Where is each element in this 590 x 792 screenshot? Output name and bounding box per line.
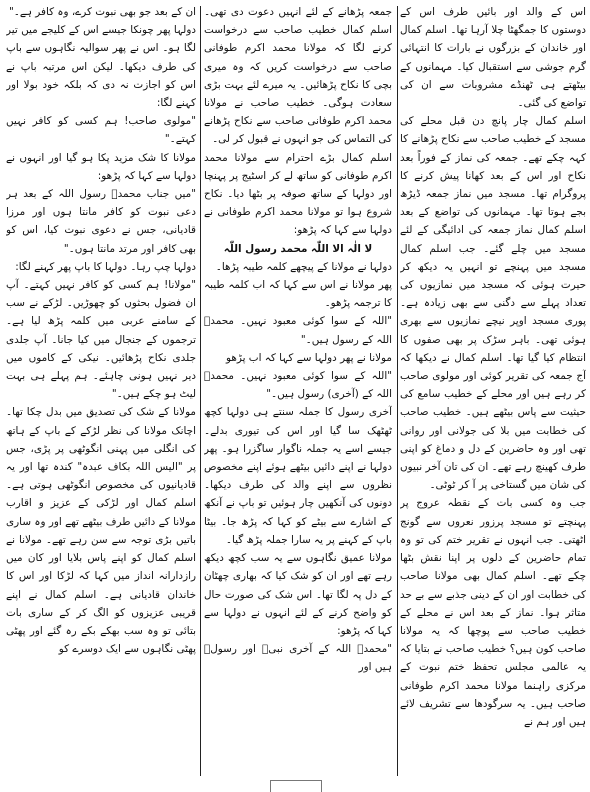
- paragraph: اس کے والد اور بائیں طرف اس کے دوستوں کا جمگھٹا چلا آرہا تھا۔ اسلم کمال اور خاندان کے بزرگوں نے بارات کا انتہائی گرم جوشی سے استقبال کیا۔ مہمانوں کے بیٹھتے ہی ٹھنڈے مشروبات سے ان کی تواضع کی گئی۔: [400, 6, 586, 110]
- quote: "اللہ کے سوا کوئی معبود نہیں۔ محمدؐ اللہ کے (آخری) رسول ہیں۔": [204, 370, 392, 401]
- column-divider: [397, 6, 398, 776]
- text-column-left: [6, 3, 196, 783]
- quote: "اللہ کے سوا کوئی معبود نہیں۔ محمدؐ اللہ کے رسول ہیں۔": [204, 315, 392, 346]
- paragraph: اسلم کمال چار پانچ دن قبل محلے کی مسجد کے خطیب صاحب سے نکاح پڑھانے کا کہہ چکے تھے۔ جمعہ کی نماز کے فوراً بعد نکاح اور اس کے بعد کھانا پیش کرنے کا پروگرام تھا۔ مسجد میں نماز جمعہ ڈیڑھ بجے ہوتا تھا۔ مہمانوں کی تواضع کے بعد اسلم کمال نماز جمعہ کی ادائیگی کے لئے مسجد میں چلے گئے۔ جب اسلم کمال مسجد میں پہنچے تو انہیں یہ دیکھ کر حیرت ہوئی کہ مسجد میں نمازیوں کی تعداد پہلے سے دگنی سے بھی زیادہ ہے۔ پوری مسجد اوپر نیچے نمازیوں سے بھری ہوئی تھی۔ باہر سڑک پر بھی صفوں کا انتظام کیا گیا تھا۔ اسلم کمال نے دیکھا کہ آج جمعہ کی تقریر کوئی اور مولوی صاحب کر رہے ہیں اور محلے کے خطیب سامع کی حیثیت سے پاس بیٹھے ہیں۔ خطیب صاحب کی خطابت میں بلا کی جولانی اور روانی تھی اور وہ حاضرین کے دل و دماغ کو اپنی طرف کھینچ رہے تھے۔ ان کی تان آخر نبیوں کی شان میں گستاخی پر آ کر ٹوٹی۔: [400, 115, 586, 492]
- kalima-line: لا الٰہ الا اللّٰہ محمد رسول اللّٰہ: [223, 242, 373, 255]
- text-column-right: [400, 3, 586, 783]
- quote: "مولوی صاحب! ہم کسی کو کافر نہیں کہتے۔": [6, 115, 196, 146]
- text-column-middle: [204, 3, 392, 783]
- paragraph: مولانا کا شک مزید پکا ہو گیا اور انہوں نے دولہا سے کہا کہ پڑھو:: [6, 151, 196, 182]
- paragraph: دولہا چپ رہا۔ دولہا کا باپ پھر کہنے لگا:: [15, 260, 196, 273]
- paragraph: مولانا کے شک کی تصدیق میں بدل چکا تھا۔ اچانک مولانا کی نظر لڑکے کے باپ کے ہاتھ کی انگلی میں پہنی انگوٹھی پر پڑی، جس پر "الیس اللہ بکاف عبدہ" کندہ تھا اور یہ قادیانیوں کی مخصوص انگوٹھی ہوتی ہے۔ اسلم کمال اور لڑکی کے عزیز و اقارب مولانا کے دائیں طرف بیٹھے تھے اور وہ ساری باتیں بڑی توجہ سے سن رہے تھے۔ مولانا نے اسلم کمال کو اپنے پاس بلایا اور کان میں رازدارانہ انداز میں کہا کہ لڑکا اور اس کا خاندان قادیانی ہے۔ اسلم کمال نے اپنے قریبی عزیزوں کو الگ کر کے ساری بات بتائی تو وہ سب بھکے بکے رہ گئے اور پھٹی پھٹی نگاہوں سے ایک دوسرے کو: [6, 406, 196, 656]
- paragraph: اسلم کمال بڑے احترام سے مولانا محمد اکرم طوفانی کو ساتھ لے کر اسٹیج پر پہنچا اور دولہا کے ساتھ صوفہ پر بٹھا دیا۔ نکاح شروع ہوا تو مولانا محمد اکرم طوفانی نے دولہا سے کہا کہ پڑھو:: [204, 151, 392, 237]
- quote: "میں جناب محمدؐ رسول اللہ کے بعد ہر دعی نبوت کو کافر مانتا ہوں اور مرزا قادیانی، جس نے دعوی نبوت کیا، اس کو بھی کافر اور مرتد مانتا ہوں۔": [6, 188, 196, 255]
- paragraph: آخری رسول کا جملہ سنتے ہی دولہا کچھ ٹھٹھک سا گیا اور اس کی تیوری بدلے۔ جیسے اسے یہ جملہ ناگوار ساگزرا ہو۔ پھر دولہا نے اپنے دائیں بیٹھے ہوئے اپنے مخصوص نظروں سے اپنے والد کی طرف دیکھا۔ دونوں کی آنکھیں چار ہوئیں تو باپ نے آنکھ کے اشارے سے بیٹے کو کہا کہ پڑھ جا۔ بیٹا باپ کے کہنے پر یہ سارا جملہ پڑھ گیا۔: [204, 406, 392, 546]
- column-divider: [200, 6, 201, 776]
- quote: ان کے بعد جو بھی نبوت کرے، وہ کافر ہے۔": [8, 6, 196, 18]
- paragraph: پھر مولانا نے اس سے کہا کہ اب کلمہ طیبہ کا ترجمہ پڑھو۔: [204, 279, 392, 310]
- paragraph: دولہا پھر چونکا جیسے اس کے کلیجے میں تیر لگا ہو۔ اس نے پھر سوالیہ نگاہوں سے باپ کی طرف دیکھا۔ لیکن اس مرتبہ باپ نے اس کو اجازت نہ دی کہ بلکہ خود بولا اور کہنے لگا:: [6, 24, 196, 110]
- paragraph: جب وہ کسی بات کے نقطہ عروج پر پہنچتے تو مسجد پرزور نعروں سے گونج اٹھتی۔ جب انہوں نے تقریر ختم کی تو وہ تمام حاضرین کے دلوں پر اپنا نقش بٹھا چکے تھے۔ اسلم کمال بھی مولانا صاحب کی خطابت اور ان کے دینی جذبے سے بے حد متاثر ہوا۔ نماز کے بعد اس نے محلے کے خطیب صاحب سے پوچھا کہ یہ مولانا صاحب کون ہیں؟ خطیب صاحب نے بتایا کہ یہ عالمی مجلس تحفظ ختم نبوت کے مرکزی راہنما مولانا محمد اکرم طوفانی صاحب ہیں۔ یہ سرگودھا سے تشریف لائے ہیں اور ہم نے: [400, 497, 586, 728]
- paragraph: مولانا نے پھر دولہا سے کہا کہ اب پڑھو: [226, 351, 392, 364]
- quote: "محمدؐ اللہ کے آخری نبیؐ اور رسولؐ ہیں اور: [204, 643, 392, 674]
- paragraph: جمعہ پڑھانے کے لئے انہیں دعوت دی تھی۔ اسلم کمال خطیب صاحب سے درخواست کرنے لگا کہ مولانا محمد اکرم طوفانی صاحب سے درخواست کریں کہ وہ میری بچی کا نکاح پڑھائیں۔ یہ میرے لئے بہت بڑی سعادت ہوگی۔ خطیب صاحب نے مولانا محمد اکرم طوفانی صاحب سے نکاح پڑھانے کی التماس کی جو انہوں نے قبول کر لی۔: [204, 6, 392, 146]
- page-number-box: [270, 780, 322, 792]
- paragraph: مولانا عمیق نگاہوں سے یہ سب کچھ دیکھ رہے تھے اور ان کو شک کیا کہ بھاری چھٹان کے دل پہ لگا تھا۔ اس شک کی صورت حال کو واضح کرنے کے لئے انہوں نے دولہا سے کہا کہ پڑھو:: [204, 552, 392, 637]
- paragraph: دولہا نے مولانا کے پیچھے کلمہ طیبہ پڑھا۔: [215, 260, 392, 273]
- quote: "مولانا! ہم کسی کو کافر نہیں کہتے۔ آپ ان فضول بحثوں کو چھوڑیں۔ لڑکے نے سب کے سامنے عربی میں کلمہ پڑھ لیا ہے۔ ترجموں کے جنجال میں کیا جانا۔ آپ جلدی جلدی نکاح پڑھائیں۔ نیکی کے کاموں میں دیر نہیں ہونی چاہئے۔ ہم پہلے ہی بہت لیٹ ہو چکے ہیں۔": [6, 279, 196, 401]
